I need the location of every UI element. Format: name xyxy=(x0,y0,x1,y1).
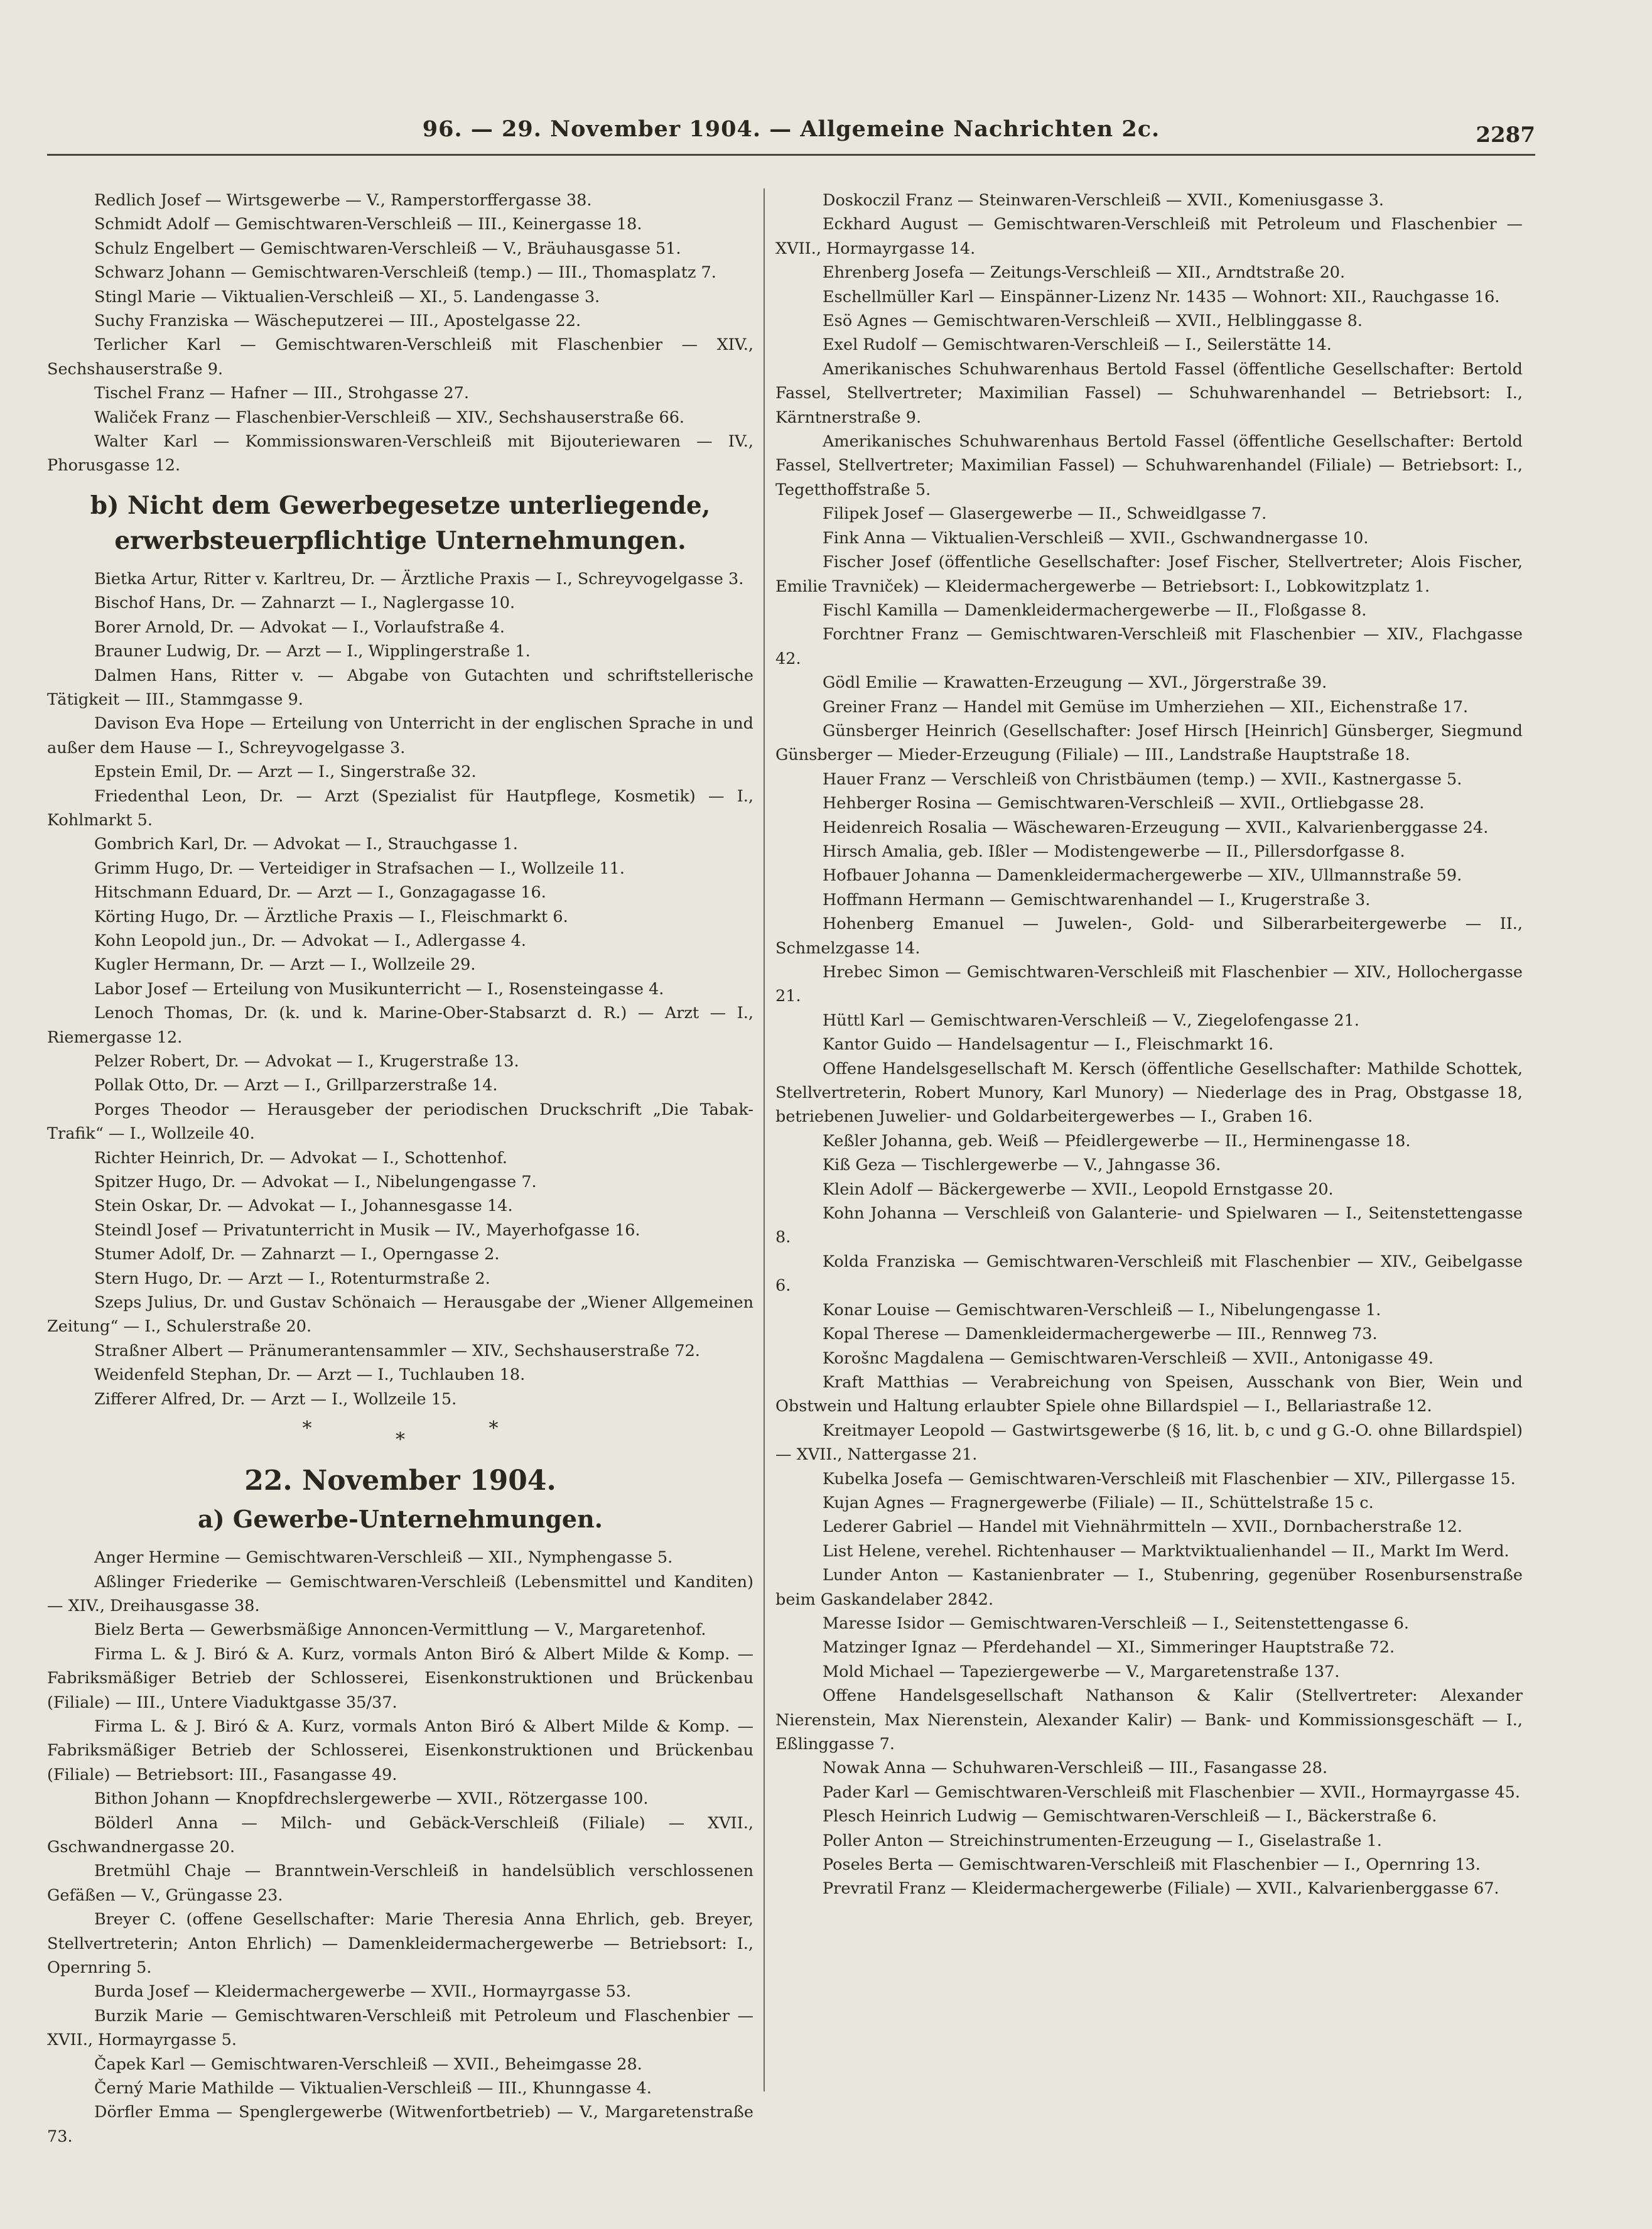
list-item: Zifferer Alfred, Dr. — Arzt — I., Wollzeile 15. xyxy=(94,1389,457,1409)
list-item: Doskoczil Franz — Steinwaren-Verschleiß — XVII., Komeniusgasse 3. xyxy=(823,191,1384,210)
list-item: Aßlinger Friederike — Gemischtwaren-Verschleiß (Lebensmittel und Kanditen) — XIV., Dreihausgasse 38. xyxy=(47,1572,753,1615)
list-item: Hohenberg Emanuel — Juwelen-, Gold- und Silberarbeitergewerbe — II., Schmelzgasse 14. xyxy=(775,914,1523,958)
list-item: Hitschmann Eduard, Dr. — Arzt — I., Gonzagagasse 16. xyxy=(94,883,546,903)
list-item: Bischof Hans, Dr. — Zahnarzt — I., Naglergasse 10. xyxy=(94,594,516,613)
list-item: Brauner Ludwig, Dr. — Arzt — I., Wipplingerstraße 1. xyxy=(94,642,531,661)
list-item: Hirsch Amalia, geb. Ißler — Modistengewerbe — II., Pillersdorfgasse 8. xyxy=(823,842,1405,861)
list-item: Grimm Hugo, Dr. — Verteidiger in Strafsachen — I., Wollzeile 11. xyxy=(94,859,625,878)
list-item: Korošnc Magdalena — Gemischtwaren-Verschleiß — XVII., Antonigasse 49. xyxy=(823,1348,1434,1368)
list-item: Nowak Anna — Schuhwaren-Verschleiß — III., Fasangasse 28. xyxy=(823,1759,1328,1778)
list-item: Kohn Johanna — Verschleiß von Galanterie- und Spielwaren — I., Seitenstettengasse 8. xyxy=(775,1204,1523,1247)
list-item: Heidenreich Rosalia — Wäschewaren-Erzeugung — XVII., Kalvarienberggasse 24. xyxy=(823,818,1489,837)
list-item: Redlich Josef — Wirtsgewerbe — V., Ramperstorffergasse 38. xyxy=(94,191,592,210)
list-item: Hauer Franz — Verschleiß von Christbäumen (temp.) — XVII., Kastnergasse 5. xyxy=(823,769,1462,789)
left-column xyxy=(47,188,753,2198)
list-item: Plesch Heinrich Ludwig — Gemischtwaren-Verschleiß — I., Bäckerstraße 6. xyxy=(823,1807,1437,1826)
list-item: Bölderl Anna — Milch- und Gebäck-Verschleiß (Filiale) — XVII., Gschwandnergasse 20. xyxy=(47,1813,753,1857)
column-rule xyxy=(764,188,765,2091)
list-item: Fischl Kamilla — Damenkleidermachergewerbe — II., Floßgasse 8. xyxy=(823,600,1367,620)
list-item: Exel Rudolf — Gemischtwaren-Verschleiß — I., Seilerstätte 14. xyxy=(823,335,1332,355)
list-item: Kopal Therese — Damenkleidermachergewerbe — III., Rennweg 73. xyxy=(823,1325,1378,1344)
list-item: Epstein Emil, Dr. — Arzt — I., Singerstraße 32. xyxy=(94,762,477,782)
list-item: Pader Karl — Gemischtwaren-Verschleiß mit Flaschenbier — XVII., Hormayrgasse 45. xyxy=(823,1782,1521,1802)
list-item: Dörfler Emma — Spenglergewerbe (Witwenfortbetrieb) — V., Margaretenstraße 73. xyxy=(47,2103,753,2146)
date-heading: 22. November 1904. xyxy=(244,1465,556,1497)
list-item: Bielz Berta — Gewerbsmäßige Annoncen-Vermittlung — V., Margaretenhof. xyxy=(94,1620,706,1640)
list-item: Lunder Anton — Kastanienbrater — I., Stubenring, gegenüber Rosenbursenstraße beim Gaskandelaber 2842. xyxy=(775,1566,1523,1609)
list-item: Hehberger Rosina — Gemischtwaren-Verschleiß — XVII., Ortliebgasse 28. xyxy=(823,794,1425,813)
list-item: Walter Karl — Kommissionswaren-Verschleiß mit Bijouteriewaren — IV., Phorusgasse 12. xyxy=(47,432,753,475)
section-b-heading: b) Nicht dem Gewerbegesetze unterliegende, erwerbsteuerpflichtige Unternehmungen. xyxy=(90,491,711,555)
list-item: Kujan Agnes — Fragnergewerbe (Filiale) — II., Schüttelstraße 15 c. xyxy=(823,1493,1374,1512)
list-item: Gombrich Karl, Dr. — Advokat — I., Strauchgasse 1. xyxy=(94,835,518,854)
entries-b xyxy=(47,567,753,1411)
list-item: List Helene, verehel. Richtenhauser — Marktviktualienhandel — II., Markt Im Werd. xyxy=(823,1541,1509,1561)
page-number: 2287 xyxy=(1476,122,1535,148)
list-item: Suchy Franziska — Wäscheputzerei — III., Apostelgasse 22. xyxy=(94,312,581,331)
list-item: Firma L. & J. Biró & A. Kurz, vormals Anton Biró & Albert Milde & Komp. — Fabriksmäßiger Betrieb der Schlosserei, Eisenkonstruktionen und Brückenbau (Filiale) — III., Untere Viaduktgasse 35/37. xyxy=(47,1644,753,1712)
list-item: Burzik Marie — Gemischtwaren-Verschleiß mit Petroleum und Flaschenbier — XVII., Hormayrgasse 5. xyxy=(47,2006,753,2050)
list-item: Fischer Josef (öffentliche Gesellschafter: Josef Fischer, Stellvertreter; Alois Fischer, Emilie Travniček) — Kleidermachergewerbe — Betriebsort: I., Lobkowitzplatz 1. xyxy=(775,553,1523,596)
asterisk: * xyxy=(302,1418,312,1440)
list-item: Gödl Emilie — Krawatten-Erzeugung — XVI., Jörgerstraße 39. xyxy=(823,673,1327,693)
list-item: Firma L. & J. Biró & A. Kurz, vormals Anton Biró & Albert Milde & Komp. — Fabriksmäßiger Betrieb der Schlosserei, Eisenkonstruktionen und Brückenbau (Filiale) — Betriebsort: III., Fasangasse 49. xyxy=(47,1716,753,1784)
list-item: Amerikanisches Schuhwarenhaus Bertold Fassel (öffentliche Gesellschafter: Bertold Fassel, Stellvertreter; Maximilian Fassel) — Schuhwarenhandel (Filiale) — Betriebsort: I., Tegetthoffstraße 5. xyxy=(775,432,1523,499)
list-item: Hrebec Simon — Gemischtwaren-Verschleiß mit Flaschenbier — XIV., Hollochergasse 21. xyxy=(775,963,1523,1006)
list-item: Weidenfeld Stephan, Dr. — Arzt — I., Tuchlauben 18. xyxy=(94,1365,526,1385)
list-item: Burda Josef — Kleidermachergewerbe — XVII., Hormayrgasse 53. xyxy=(94,1982,632,2002)
list-item: Terlicher Karl — Gemischtwaren-Verschleiß mit Flaschenbier — XIV., Sechshauserstraße 9. xyxy=(47,335,753,379)
list-item: Eschellmüller Karl — Einspänner-Lizenz Nr. 1435 — Wohnort: XII., Rauchgasse 16. xyxy=(823,287,1500,306)
list-item: Lederer Gabriel — Handel mit Viehnährmitteln — XVII., Dornbacherstraße 12. xyxy=(823,1517,1462,1537)
list-item: Tischel Franz — Hafner — III., Strohgasse 27. xyxy=(94,384,469,403)
list-item: Čapek Karl — Gemischtwaren-Verschleiß — XVII., Beheimgasse 28. xyxy=(94,2054,642,2074)
list-item: Pelzer Robert, Dr. — Advokat — I., Krugerstraße 13. xyxy=(94,1052,519,1071)
list-item: Dalmen Hans, Ritter v. — Abgabe von Gutachten und schriftstellerische Tätigkeit — III., Stammgasse 9. xyxy=(47,666,753,709)
list-item: Konar Louise — Gemischtwaren-Verschleiß — I., Nibelungengasse 1. xyxy=(823,1300,1381,1320)
list-item: Schulz Engelbert — Gemischtwaren-Verschleiß — V., Bräuhausgasse 51. xyxy=(94,239,681,258)
list-item: Maresse Isidor — Gemischtwaren-Verschleiß — I., Seitenstettengasse 6. xyxy=(823,1613,1409,1633)
list-item: Offene Handelsgesellschaft Nathanson & Kalir (Stellvertreter: Alexander Nierenstein, Max Nierenstein, Alexander Kalir) — Bank- und Kommissionsgeschäft — I., Eßlinggasse 7. xyxy=(775,1686,1523,1754)
list-item: Porges Theodor — Herausgeber der periodischen Druckschrift „Die Tabak-Trafik“ — I., Wollzeile 40. xyxy=(47,1100,753,1144)
list-item: Kolda Franziska — Gemischtwaren-Verschleiß mit Flaschenbier — XIV., Geibelgasse 6. xyxy=(775,1252,1523,1296)
list-item: Waliček Franz — Flaschenbier-Verschleiß — XIV., Sechshauserstraße 66. xyxy=(94,408,685,427)
list-item: Schwarz Johann — Gemischtwaren-Verschleiß (temp.) — III., Thomasplatz 7. xyxy=(94,263,716,283)
list-item: Spitzer Hugo, Dr. — Advokat — I., Nibelungengasse 7. xyxy=(94,1173,537,1192)
list-item: Stern Hugo, Dr. — Arzt — I., Rotenturmstraße 2. xyxy=(94,1269,490,1288)
list-item: Anger Hermine — Gemischtwaren-Verschleiß — XII., Nymphengasse 5. xyxy=(94,1548,673,1568)
list-item: Poseles Berta — Gemischtwaren-Verschleiß mit Flaschenbier — I., Opernring 13. xyxy=(823,1855,1481,1875)
section-a-heading: a) Gewerbe-Unternehmungen. xyxy=(198,1505,603,1534)
list-item: Forchtner Franz — Gemischtwaren-Verschleiß mit Flaschenbier — XIV., Flachgasse 42. xyxy=(775,625,1523,668)
list-item: Hofbauer Johanna — Damenkleidermachergewerbe — XIV., Ullmannstraße 59. xyxy=(823,866,1462,886)
asterisk: * xyxy=(396,1429,405,1451)
list-item: Matzinger Ignaz — Pferdehandel — XI., Simmeringer Hauptstraße 72. xyxy=(823,1638,1395,1657)
header-title: 96. — 29. November 1904. — Allgemeine Nachrichten 2c. xyxy=(422,116,1160,142)
list-item: Keßler Johanna, geb. Weiß — Pfeidlergewerbe — II., Herminengasse 18. xyxy=(823,1131,1411,1151)
section-divider xyxy=(47,1418,753,1451)
list-item: Bietka Artur, Ritter v. Karltreu, Dr. — Ärztliche Praxis — I., Schreyvogelgasse 3. xyxy=(94,569,744,588)
asterisk: * xyxy=(489,1418,499,1440)
list-item: Bretmühl Chaje — Branntwein-Verschleiß in handelsüblich verschlossenen Gefäßen — V., Grüngasse 23. xyxy=(47,1862,753,1905)
list-item: Stingl Marie — Viktualien-Verschleiß — XI., 5. Landengasse 3. xyxy=(94,287,600,306)
list-item: Filipek Josef — Glasergewerbe — II., Schweidlgasse 7. xyxy=(823,504,1267,524)
list-item: Černý Marie Mathilde — Viktualien-Verschleiß — III., Khunngasse 4. xyxy=(94,2079,652,2098)
right-column xyxy=(775,188,1523,2198)
list-item: Kreitmayer Leopold — Gastwirtsgewerbe (§ 16, lit. b, c und g G.-O. ohne Billardspiel) — XVII., Nattergasse 21. xyxy=(775,1421,1523,1465)
list-item: Eckhard August — Gemischtwaren-Verschleiß mit Petroleum und Flaschenbier — XVII., Hormayrgasse 14. xyxy=(775,215,1523,258)
list-item: Kohn Leopold jun., Dr. — Advokat — I., Adlergasse 4. xyxy=(94,931,526,950)
list-item: Hoffmann Hermann — Gemischtwarenhandel — I., Krugerstraße 3. xyxy=(823,890,1371,909)
list-item: Stein Oskar, Dr. — Advokat — I., Johannesgasse 14. xyxy=(94,1196,513,1216)
list-item: Friedenthal Leon, Dr. — Arzt (Spezialist für Hautpflege, Kosmetik) — I., Kohlmarkt 5. xyxy=(47,786,753,830)
list-item: Borer Arnold, Dr. — Advokat — I., Vorlaufstraße 4. xyxy=(94,617,505,637)
list-item: Lenoch Thomas, Dr. (k. und k. Marine-Ober-Stabsarzt d. R.) — Arzt — I., Riemergasse 12. xyxy=(47,1004,753,1047)
list-item: Breyer C. (offene Gesellschafter: Marie Theresia Anna Ehrlich, geb. Breyer, Stellvertreterin; Anton Ehrlich) — Damenkleidermachergewerbe — Betriebsort: I., Opernring 5. xyxy=(47,1910,753,1977)
list-item: Hüttl Karl — Gemischtwaren-Verschleiß — V., Ziegelofengasse 21. xyxy=(823,1011,1359,1030)
list-item: Offene Handelsgesellschaft M. Kersch (öffentliche Gesellschafter: Mathilde Schottek, Stellvertreterin, Robert Munory, Karl Munory) — Niederlage des in Prag, Obstgasse 18, betriebenen Juwelier- und Goldarbeitergewerbes — I., Graben 16. xyxy=(775,1059,1523,1127)
list-item: Davison Eva Hope — Erteilung von Unterricht in der englischen Sprache in und außer dem Hause — I., Schreyvogelgasse 3. xyxy=(47,714,753,757)
page-header xyxy=(47,116,1535,154)
list-item: Klein Adolf — Bäckergewerbe — XVII., Leopold Ernstgasse 20. xyxy=(823,1180,1334,1199)
list-item: Pollak Otto, Dr. — Arzt — I., Grillparzerstraße 14. xyxy=(94,1076,498,1095)
list-item: Fink Anna — Viktualien-Verschleiß — XVII., Gschwandnergasse 10. xyxy=(823,528,1369,548)
list-item: Ehrenberg Josefa — Zeitungs-Verschleiß — XII., Arndtstraße 20. xyxy=(823,263,1346,283)
list-item: Kiß Geza — Tischlergewerbe — V., Jahngasse 36. xyxy=(823,1156,1221,1175)
list-item: Szeps Julius, Dr. und Gustav Schönaich — Herausgabe der „Wiener Allgemeinen Zeitung“ — I., Schulerstraße 20. xyxy=(47,1293,753,1337)
entries-a xyxy=(47,188,753,478)
list-item: Körting Hugo, Dr. — Ärztliche Praxis — I., Fleischmarkt 6. xyxy=(94,907,568,926)
list-item: Richter Heinrich, Dr. — Advokat — I., Schottenhof. xyxy=(94,1148,507,1168)
list-item: Prevratil Franz — Kleidermachergewerbe (Filiale) — XVII., Kalvarienberggasse 67. xyxy=(823,1879,1499,1899)
list-item: Amerikanisches Schuhwarenhaus Bertold Fassel (öffentliche Gesellschafter: Bertold Fassel, Stellvertreter; Maximilian Fassel) — Schuhwarenhandel — Betriebsort: I., Kärntnerstraße 9. xyxy=(775,359,1523,427)
list-item: Straßner Albert — Pränumerantensammler — XIV., Sechshauserstraße 72. xyxy=(94,1341,700,1360)
list-item: Esö Agnes — Gemischtwaren-Verschleiß — XVII., Helblinggasse 8. xyxy=(823,312,1363,331)
entries-c xyxy=(47,1546,753,2149)
list-item: Günsberger Heinrich (Gesellschafter: Josef Hirsch [Heinrich] Günsberger, Siegmund Günsberger — Mieder-Erzeugung (Filiale) — III., Landstraße Hauptstraße 18. xyxy=(775,721,1523,765)
list-item: Bithon Johann — Knopfdrechslergewerbe — XVII., Rötzergasse 100. xyxy=(94,1789,649,1809)
list-item: Poller Anton — Streichinstrumenten-Erzeugung — I., Giselastraße 1. xyxy=(823,1831,1382,1850)
list-item: Kantor Guido — Handelsagentur — I., Fleischmarkt 16. xyxy=(823,1035,1274,1055)
list-item: Stumer Adolf, Dr. — Zahnarzt — I., Operngasse 2. xyxy=(94,1245,500,1264)
list-item: Mold Michael — Tapeziergewerbe — V., Margaretenstraße 137. xyxy=(823,1662,1340,1681)
list-item: Steindl Josef — Privatunterricht in Musik — IV., Mayerhofgasse 16. xyxy=(94,1220,640,1240)
list-item: Greiner Franz — Handel mit Gemüse im Umherziehen — XII., Eichenstraße 17. xyxy=(823,697,1469,717)
list-item: Kugler Hermann, Dr. — Arzt — I., Wollzeile 29. xyxy=(94,955,476,975)
list-item: Schmidt Adolf — Gemischtwaren-Verschleiß — III., Keinergasse 18. xyxy=(94,215,642,234)
list-item: Kubelka Josefa — Gemischtwaren-Verschleiß mit Flaschenbier — XIV., Pillergasse 15. xyxy=(823,1469,1516,1489)
list-item: Labor Josef — Erteilung von Musikunterricht — I., Rosensteingasse 4. xyxy=(94,979,664,999)
header-rule xyxy=(47,154,1535,156)
list-item: Kraft Matthias — Verabreichung von Speisen, Ausschank von Bier, Wein und Obstwein und Haltung erlaubter Spiele ohne Billardspiel — I., Bellariastraße 12. xyxy=(775,1372,1523,1416)
